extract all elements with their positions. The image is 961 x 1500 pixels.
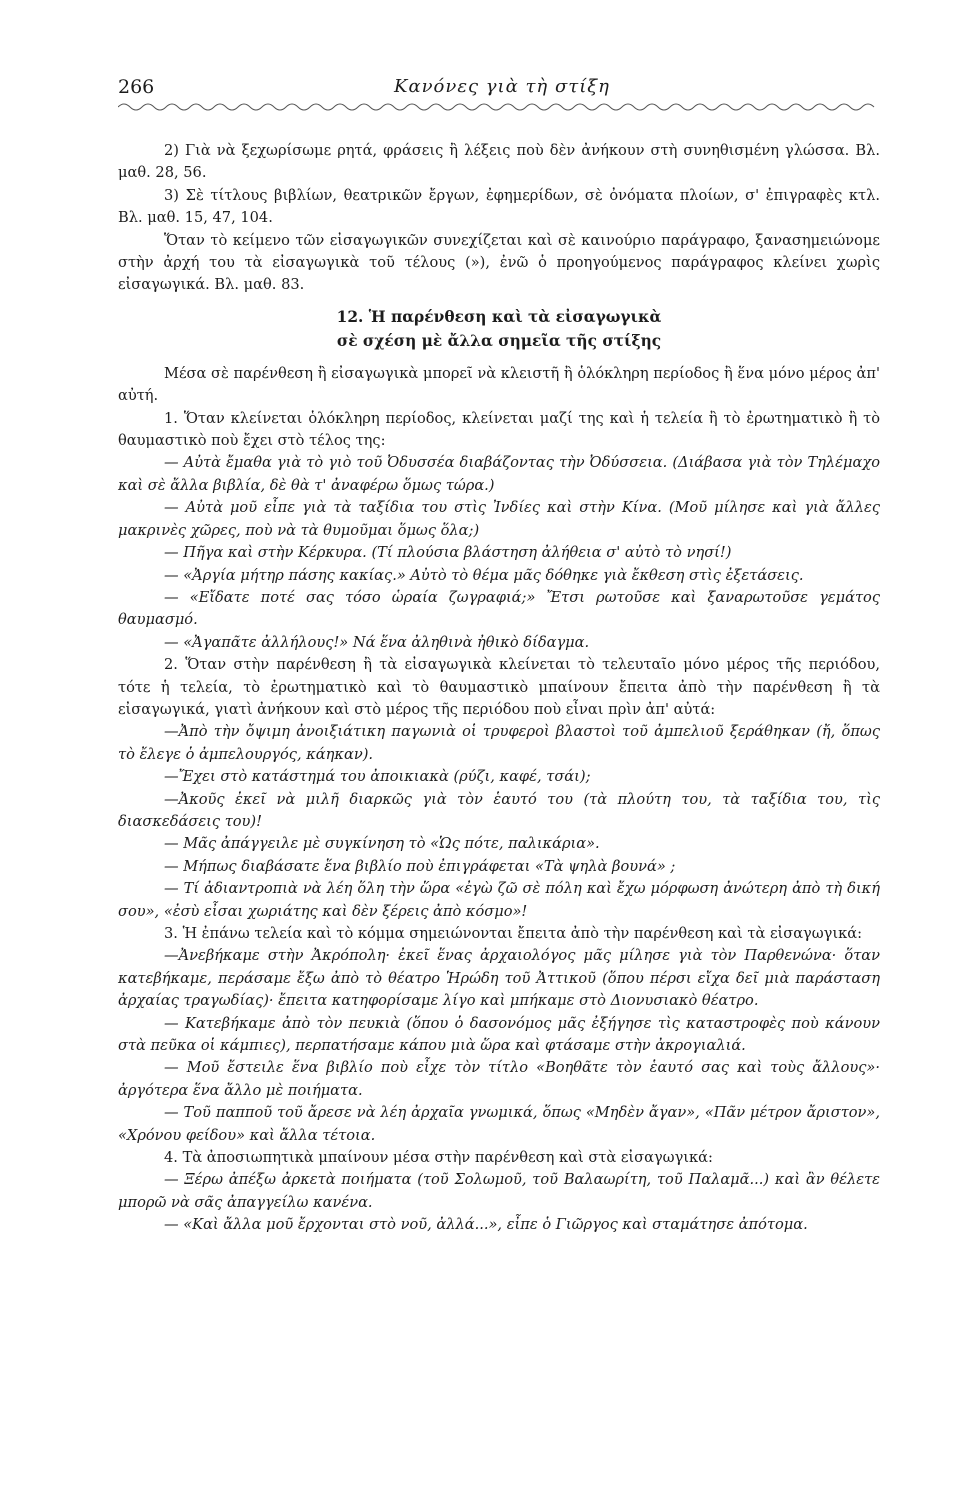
paragraph: 2) Γιὰ νὰ ξεχωρίσωμε ρητά, φράσεις ἢ λέξεις ποὺ δὲν ἀνήκουν στὴ συνηθισμένη γλώσσα. Βλ. μαθ. 28, 56. bbox=[118, 142, 880, 182]
example: — Αὐτὰ μοῦ εἶπε γιὰ τὰ ταξίδια του στὶς Ἰνδίες καὶ στὴν Κίνα. (Μοῦ μίλησε καὶ γιὰ ἄλλες μακρινὲς χῶρες, ποὺ νὰ τὰ θυμοῦμαι ὅμως ὅλα;) bbox=[118, 499, 880, 539]
example: — Αὐτὰ ἔμαθα γιὰ τὸ γιὸ τοῦ Ὀδυσσέα διαβάζοντας τὴν Ὀδύσσεια. (Διάβασα γιὰ τὸν Τηλέμαχο καὶ σὲ ἄλλα βιβλία, δὲ θὰ τ' ἀναφέρω ὅμως τώρα.) bbox=[118, 454, 880, 494]
example: — «Ἀργία μήτηρ πάσης κακίας.» Αὐτὸ τὸ θέμα μᾶς δόθηκε γιὰ ἔκθεση στὶς ἐξετάσεις. bbox=[164, 566, 804, 584]
section-heading-line: 12. Ἡ παρένθεση καὶ τὰ εἰσαγωγικὰ bbox=[336, 307, 662, 326]
example: —Ἔχει στὸ κατάστημά του ἀποικιακὰ (ρύζι, καφέ, τσάι); bbox=[164, 768, 591, 786]
page-header bbox=[118, 76, 880, 106]
body-text bbox=[118, 140, 880, 1237]
example: — Μᾶς ἀπάγγειλε μὲ συγκίνηση τὸ «Ὡς πότε, παλικάρια». bbox=[164, 835, 600, 853]
example: — «Ἀγαπᾶτε ἀλλήλους!» Νά ἕνα ἀληθινὰ ἠθικὸ δίδαγμα. bbox=[164, 633, 590, 651]
paragraph: 1. Ὅταν κλείνεται ὁλόκληρη περίοδος, κλείνεται μαζί της καὶ ἡ τελεία ἢ τὸ ἐρωτηματικὸ ἢ τὸ θαυμαστικὸ ποὺ ἔχει στὸ τέλος της: bbox=[118, 409, 880, 450]
example: — Κατεβήκαμε ἀπὸ τὸν πευκιὰ (ὅπου ὁ δασονόμος μᾶς ἐξήγησε τὶς καταστροφὲς ποὺ κάνουν στὰ πεῦκα οἱ κάμπιες), περπατήσαμε κάπου μιὰ ὥρα καὶ φτάσαμε στὴν ἀκρογιαλιά. bbox=[118, 1014, 880, 1055]
example: — Πῆγα καὶ στὴν Κέρκυρα. (Τί πλούσια βλάστηση ἀλήθεια σ' αὐτὸ τὸ νησί!) bbox=[164, 544, 732, 562]
section-heading-line: σὲ σχέση μὲ ἄλλα σημεῖα τῆς στίξης bbox=[336, 331, 662, 350]
example: — Τί ἀδιαντροπιὰ νὰ λέη ὅλη τὴν ὥρα «ἐγὼ ζῶ σὲ πόλη καὶ ἔχω μόρφωση ἀνώτερη ἀπὸ τὴ δική σου», «ἐσὺ εἶσαι χωριάτης καὶ δὲν ξέρεις ἀπὸ κόσμο»! bbox=[118, 880, 880, 920]
wavy-rule bbox=[118, 101, 880, 113]
paragraph: 4. Τὰ ἀποσιωπητικὰ μπαίνουν μέσα στὴν παρένθεση καὶ στὰ εἰσαγωγικά: bbox=[164, 1149, 713, 1167]
paragraph: Ὅταν τὸ κείμενο τῶν εἰσαγωγικῶν συνεχίζεται καὶ σὲ καινούριο παράγραφο, ξανασημειώνομε στὴν ἀρχή του τὰ εἰσαγωγικὰ τοῦ τέλους (»), ἐνῶ ὁ προηγούμενος παράγραφος κλείνει χωρὶς εἰσαγωγικά. Βλ. μαθ. 83. bbox=[118, 231, 880, 294]
example: — Τοῦ παπποῦ τοῦ ἄρεσε νὰ λέη ἀρχαῖα γνωμικά, ὅπως «Μηδὲν ἄγαν», «Πᾶν μέτρον ἄριστον», «Χρόνου φείδου» καὶ ἄλλα τέτοια. bbox=[118, 1104, 880, 1144]
paragraph: Μέσα σὲ παρένθεση ἢ εἰσαγωγικὰ μπορεῖ νὰ κλειστῆ ἢ ὁλόκληρη περίοδος ἢ ἕνα μόνο μέρος ἀπ' αὐτή. bbox=[118, 364, 880, 405]
example: — «Εἴδατε ποτέ σας τόσο ὡραία ζωγραφιά;» Ἔτσι ρωτοῦσε καὶ ξαναρωτοῦσε γεμάτος θαυμασμό. bbox=[118, 588, 880, 629]
section-heading bbox=[118, 305, 880, 353]
paragraph: 3. Ἡ ἐπάνω τελεία καὶ τὸ κόμμα σημειώνονται ἔπειτα ἀπὸ τὴν παρένθεση καὶ τὰ εἰσαγωγικά: bbox=[164, 925, 863, 942]
example: — Μοῦ ἔστειλε ἕνα βιβλίο ποὺ εἶχε τὸν τίτλο «Βοηθᾶτε τὸν ἑαυτό σας καὶ τοὺς ἄλλους»· ἀργότερα ἕνα ἄλλο μὲ ποιήματα. bbox=[118, 1059, 880, 1099]
paragraph: 3) Σὲ τίτλους βιβλίων, θεατρικῶν ἔργων, ἐφημερίδων, σὲ ὀνόματα πλοίων, σ' ἐπιγραφὲς κτλ. Βλ. μαθ. 15, 47, 104. bbox=[118, 186, 880, 227]
running-title: Κανόνες γιὰ τὴ στίξη bbox=[394, 76, 610, 97]
page-number: 266 bbox=[118, 76, 155, 98]
example: — «Καὶ ἄλλα μοῦ ἔρχονται στὸ νοῦ, ἀλλά...», εἶπε ὁ Γιῶργος καὶ σταμάτησε ἀπότομα. bbox=[164, 1216, 808, 1234]
example: — Μήπως διαβάσατε ἕνα βιβλίο ποὺ ἐπιγράφεται «Τὰ ψηλὰ βουνά» ; bbox=[164, 857, 676, 875]
example: — Ξέρω ἀπέξω ἀρκετὰ ποιήματα (τοῦ Σολωμοῦ, τοῦ Βαλαωρίτη, τοῦ Παλαμᾶ...) καὶ ἂν θέλετε μπορῶ νὰ σᾶς ἀπαγγείλω κανένα. bbox=[118, 1171, 880, 1211]
paragraph: 2. Ὅταν στὴν παρένθεση ἢ τὰ εἰσαγωγικὰ κλείνεται τὸ τελευταῖο μόνο μέρος τῆς περιόδου, τότε ἡ τελεία, τὸ ἐρωτηματικὸ καὶ τὸ θαυμαστικὸ μπαίνουν ἔπειτα ἀπὸ τὴν παρένθεση ἢ τὰ εἰσαγωγικά, γιατὶ ἀνήκουν καὶ στὸ μέρος τῆς περιόδου ποὺ εἶναι πρὶν ἀπ' αὐτά: bbox=[118, 656, 880, 718]
example: —Ἀπὸ τὴν ὄψιμη ἀνοιξιάτικη παγωνιὰ οἱ τρυφεροὶ βλαστοὶ τοῦ ἀμπελιοῦ ξεράθηκαν (ἤ, ὅπως τὸ ἔλεγε ὁ ἀμπελουργός, κάηκαν). bbox=[118, 723, 880, 763]
example: —Ἀνεβήκαμε στὴν Ἀκρόπολη· ἐκεῖ ἕνας ἀρχαιολόγος μᾶς μίλησε γιὰ τὸν Παρθενώνα· ὅταν κατεβήκαμε, περάσαμε ἔξω ἀπὸ τὸ θέατρο Ἡρώδη τοῦ Ἀττικοῦ (ὅπου πέρσι εἴχα δεῖ μιὰ παράσταση ἀρχαίας τραγωδίας)· ἔπειτα κατηφορίσαμε λίγο καὶ μπήκαμε στὸ Διονυσιακὸ θέατρο. bbox=[118, 947, 880, 1010]
example: —Ἀκοῦς ἐκεῖ νὰ μιλῆ διαρκῶς γιὰ τὸν ἑαυτό του (τὰ πλούτη του, τὰ ταξίδια του, τὶς διασκεδάσεις του)! bbox=[118, 790, 880, 830]
